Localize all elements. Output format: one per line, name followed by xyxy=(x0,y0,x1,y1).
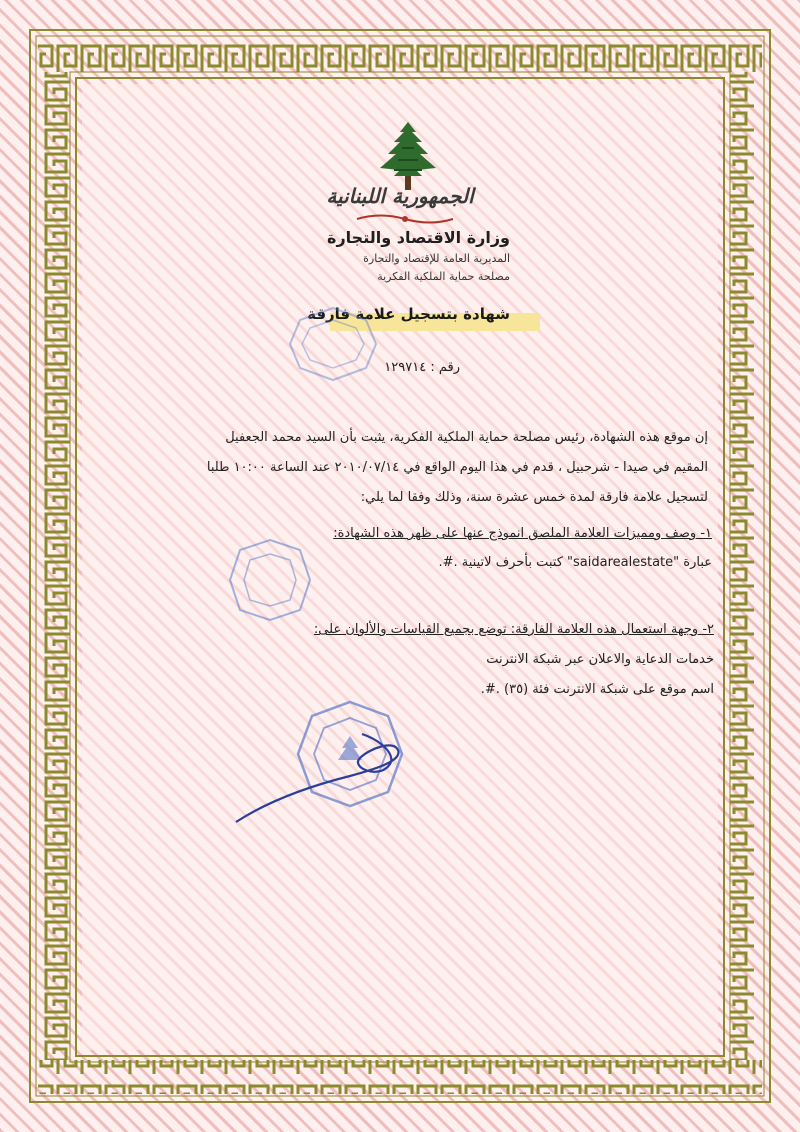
section-2-heading: ٢- وجهة استعمال هذه العلامة الفارقة: توضع بجميع القياسات والألوان على: xyxy=(313,622,714,637)
body-line-2: المقيم في صيدا - شرحبيل ، قدم في هذا اليوم الواقع في ٢٠١٠/٠٧/١٤ عند الساعة ١٠:٠٠ طلبا xyxy=(206,460,708,475)
section-1-text: عبارة "saidarealestate" كتبت بأحرف لاتينية .#. xyxy=(438,555,712,570)
signature xyxy=(230,720,410,830)
ministry-name: وزارة الاقتصاد والتجارة xyxy=(327,228,510,247)
section-2-line-2: اسم موقع على شبكة الانترنت فئة (٣٥) .#. xyxy=(480,682,714,697)
number-value: ١٢٩٧١٤ xyxy=(384,360,427,375)
certificate-title: شهادة بتسجيل علامة فارقة xyxy=(307,305,510,323)
number-label: رقم : xyxy=(430,360,460,375)
directorate-name: المديرية العامة للإقتصاد والتجارة xyxy=(363,252,510,265)
section-2-line-1: خدمات الدعاية والاعلان عبر شبكة الانترنت xyxy=(486,652,714,667)
official-stamp xyxy=(228,538,312,622)
cedar-emblem-icon xyxy=(372,118,444,194)
ornament-flourish xyxy=(355,212,455,226)
office-name: مصلحة حماية الملكية الفكرية xyxy=(377,270,510,283)
certificate-number xyxy=(300,360,460,375)
section-1-heading: ١- وصف ومميزات العلامة الملصق انموذج عنها على ظهر هذه الشهادة: xyxy=(333,526,712,541)
body-line-1: إن موقع هذه الشهادة، رئيس مصلحة حماية الملكية الفكرية، يثبت بأن السيد محمد الجعفيل xyxy=(225,430,708,445)
republic-title: الجمهورية اللبنانية xyxy=(326,184,474,208)
body-line-3: لتسجيل علامة فارقة لمدة خمس عشرة سنة، وذلك وفقا لما يلي: xyxy=(360,490,708,505)
